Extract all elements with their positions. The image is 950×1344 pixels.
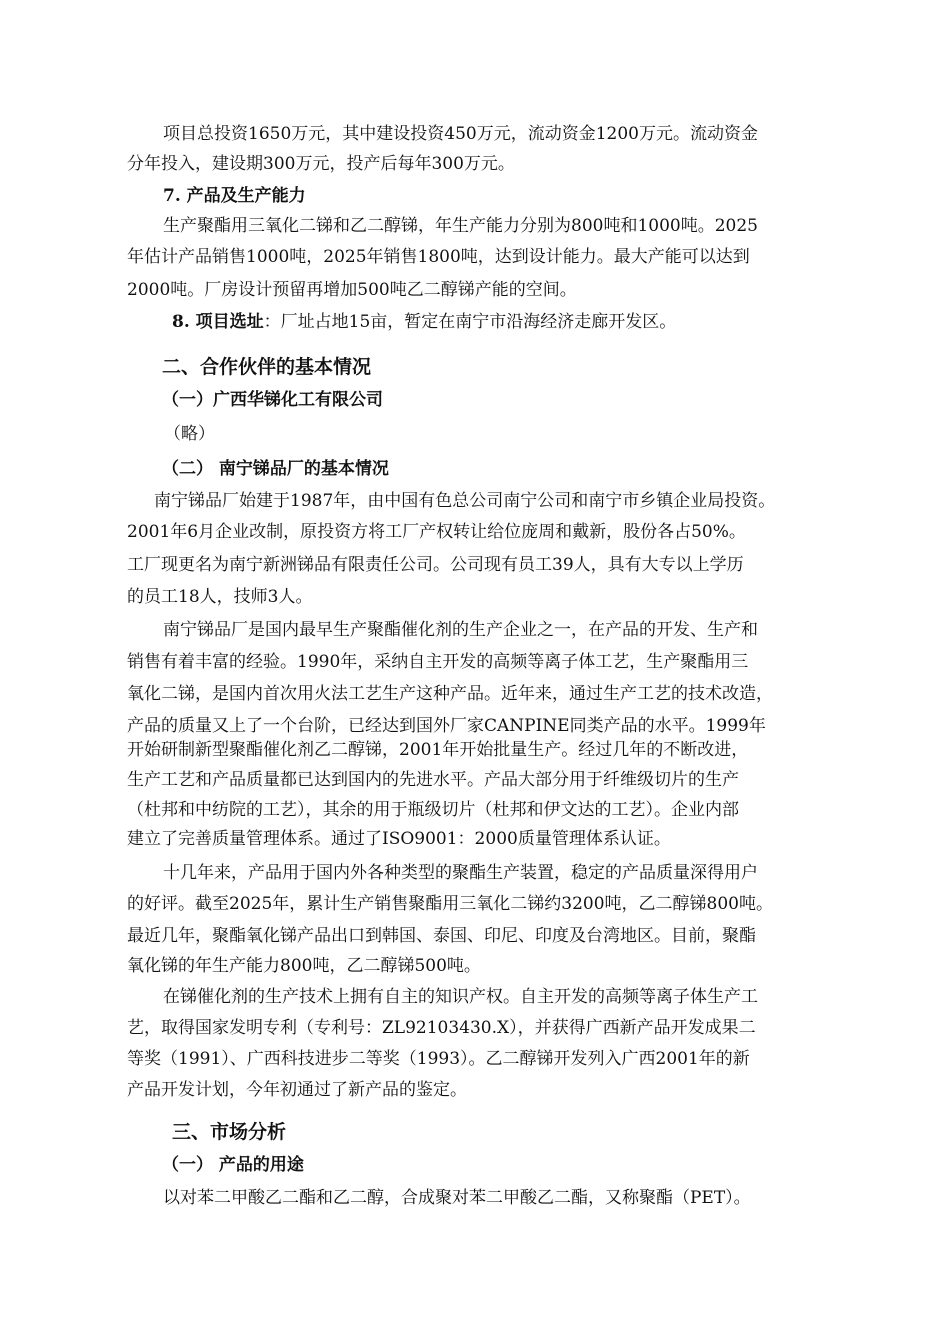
para4-line-3: 等奖（1991）、广西科技进步二等奖（1993）。乙二醇锑开发列入广西2001年的新 <box>127 1049 750 1069</box>
para2-line-4: 产品的质量又上了一个台阶，已经达到国外厂家CANPINE同类产品的水平。1999年 <box>127 716 766 736</box>
para1-line-3: 工厂现更名为南宁新洲锑品有限责任公司。公司现有员工39人，具有大专以上学历 <box>127 555 744 575</box>
paragraph-capacity-line-1: 生产聚酯用三氧化二锑和乙二醇锑，年生产能力分别为800吨和1000吨。2025 <box>163 216 758 236</box>
para4-line-1: 在锑催化剂的生产技术上拥有自主的知识产权。自主开发的高频等离子体生产工 <box>163 987 758 1007</box>
paragraph-investment-line-1: 项目总投资1650万元，其中建设投资450万元，流动资金1200万元。流动资金 <box>163 124 758 144</box>
para1-line-1: 南宁锑品厂始建于1987年，由中国有色总公司南宁公司和南宁市乡镇企业局投资。 <box>154 491 776 511</box>
part-3-heading: 三、市场分析 <box>172 1121 287 1143</box>
part-3-paragraph-line-1: 以对苯二甲酸乙二酯和乙二醇，合成聚对苯二甲酸乙二酯，又称聚酯（PET）。 <box>163 1188 751 1208</box>
para2-line-2: 销售有着丰富的经验。1990年，采纳自主开发的高频等离子体工艺，生产聚酯用三 <box>127 652 749 672</box>
paragraph-capacity-line-3: 2000吨。厂房设计预留再增加500吨乙二醇锑产能的空间。 <box>127 280 577 300</box>
section-8-text: ：厂址占地15亩，暂定在南宁市沿海经济走廊开发区。 <box>263 312 677 332</box>
para3-line-4: 氧化锑的年生产能力800吨，乙二醇锑500吨。 <box>127 956 481 976</box>
para1-line-2: 2001年6月企业改制，原投资方将工厂产权转让给位庞周和戴新，股份各占50%。 <box>127 522 746 542</box>
para2-line-1: 南宁锑品厂是国内最早生产聚酯催化剂的生产企业之一，在产品的开发、生产和 <box>163 620 758 640</box>
part-3-subheading-1: （一） 产品的用途 <box>162 1155 304 1175</box>
para2-line-7: （杜邦和中纺院的工艺），其余的用于瓶级切片（杜邦和伊文达的工艺）。企业内部 <box>127 800 739 820</box>
paragraph-investment-line-2: 分年投入，建设期300万元，投产后每年300万元。 <box>127 154 515 174</box>
part-2-heading: 二、合作伙伴的基本情况 <box>162 356 372 378</box>
para3-line-3: 最近几年，聚酯氧化锑产品出口到韩国、泰国、印尼、印度及台湾地区。目前，聚酯 <box>127 926 756 946</box>
paragraph-capacity-line-2: 年估计产品销售1000吨，2025年销售1800吨，达到设计能力。最大产能可以达到 <box>127 247 750 267</box>
para2-line-3: 氧化二锑，是国内首次用火法工艺生产这种产品。近年来，通过生产工艺的技术改造， <box>127 684 773 704</box>
para3-line-1: 十几年来，产品用于国内外各种类型的聚酯生产装置，稳定的产品质量深得用户 <box>163 863 758 883</box>
omitted-note: （略） <box>164 424 215 444</box>
para3-line-2: 的好评。截至2025年，累计生产销售聚酯用三氧化二锑约3200吨，乙二醇锑800吨。 <box>127 894 773 914</box>
section-7-heading: 7. 产品及生产能力 <box>163 186 306 206</box>
para1-line-4: 的员工18人，技师3人。 <box>127 587 313 607</box>
para4-line-2: 艺，取得国家发明专利（专利号：ZL92103430.X），并获得广西新产品开发成果二 <box>127 1018 756 1038</box>
para2-line-5: 开始研制新型聚酯催化剂乙二醇锑，2001年开始批量生产。经过几年的不断改进， <box>127 740 749 760</box>
para2-line-6: 生产工艺和产品质量都已达到国内的先进水平。产品大部分用于纤维级切片的生产 <box>127 770 739 790</box>
para4-line-4: 产品开发计划，今年初通过了新产品的鉴定。 <box>127 1080 467 1100</box>
para2-line-8: 建立了完善质量管理体系。通过了ISO9001：2000质量管理体系认证。 <box>127 829 671 849</box>
part-2-subheading-1: （一）广西华锑化工有限公司 <box>162 390 383 410</box>
section-8-line <box>172 312 676 332</box>
section-8-label: 8. 项目选址 <box>172 312 264 332</box>
part-2-subheading-2: （二） 南宁锑品厂的基本情况 <box>162 459 389 479</box>
